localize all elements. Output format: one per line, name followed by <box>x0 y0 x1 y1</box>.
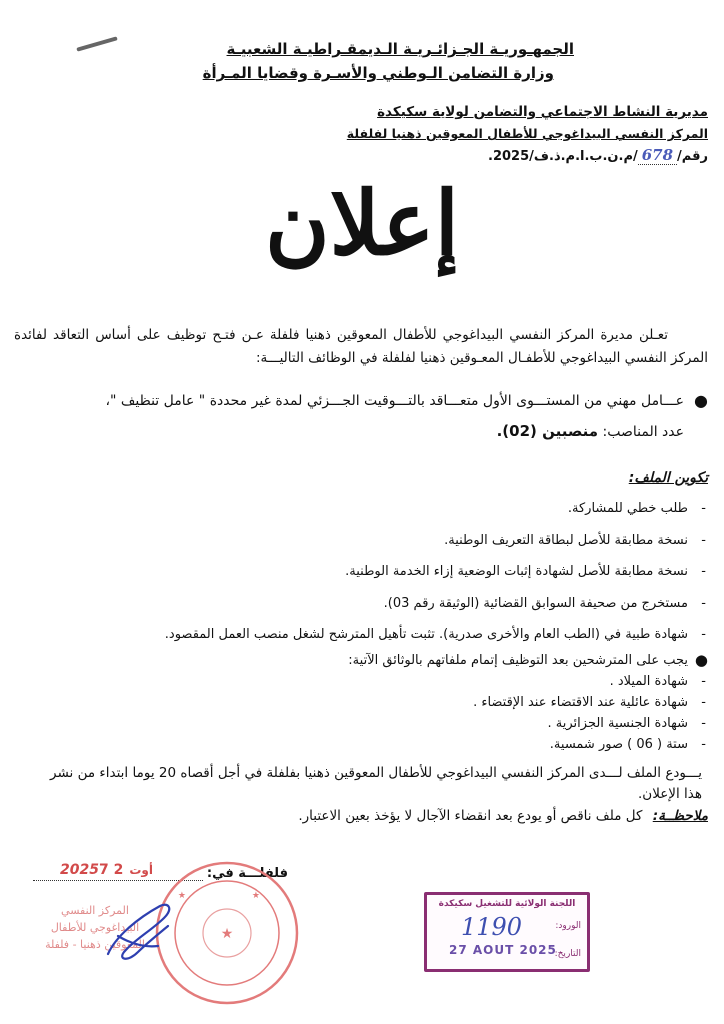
post-hire-lead <box>20 650 708 671</box>
date-stamp <box>60 862 159 878</box>
list-item: - شهادة عائلية عند الاقتضاء عند الإقتضاء . <box>20 692 708 713</box>
list-item: - نسخة مطابقة للأصل لشهادة إثبات الوضعية إزاء الخدمة الوطنية. <box>20 561 708 593</box>
list-item: - مستخرج من صحيفة السوابق القضائية (الوثيقة رقم 03). <box>20 593 708 625</box>
job-count-label: عدد المناصب: <box>602 424 684 440</box>
date-month: أوت <box>129 863 153 877</box>
ministry-header: وزارة التضامن الـوطني والأسـرة وقضايا المـرأة <box>202 64 554 82</box>
job-count-value: منصبين (02). <box>496 422 599 440</box>
handwritten-signature <box>98 896 188 968</box>
receipt-stamp <box>424 892 590 972</box>
list-item: - شهادة الميلاد . <box>20 671 708 692</box>
post-hire-lead-text: يجب على المترشحين بعد التوظيف إتمام ملفاتهم بالوثائق الآتية: <box>348 653 688 668</box>
reference-number <box>488 146 708 164</box>
intro-text: تعـلن مديرة المركز النفسي البيداغوجي للأطفال المعوقين ذهنيا فلفلة عـن فتـح توظيف على أساس التعاقد لفائدة المركز النفسي البيداغوجي للأطفـال المعـوقين ذهنيا لفلفلة في الوظائف التاليـــة: <box>14 327 708 366</box>
bullet-icon: ● <box>694 651 708 669</box>
ref-handwritten: 678 <box>638 146 677 165</box>
date-year: 2025 <box>60 862 99 878</box>
place-label: فلفلـــة في: <box>206 866 288 881</box>
center-line: المركز النفسي البيداغوجي للأطفال المعوقين ذهنيا لفلفلة <box>346 126 708 141</box>
ref-label: رقم/ <box>677 149 708 164</box>
job-offer <box>20 386 708 447</box>
ref-suffix: /م.ن.ب.ا.م.ذ.ف/2025. <box>488 149 638 164</box>
date-day: 2 7 <box>98 862 124 878</box>
job-count <box>20 416 708 447</box>
svg-text:★: ★ <box>220 926 234 942</box>
list-item: - نسخة مطابقة للأصل لبطاقة التعريف الوطنية. <box>20 530 708 562</box>
deposit-paragraph: يـــودع الملف لـــدى المركز النفسي البيداغوجي للأطفال المعوقين ذهنيا بفلفلة في أجل أقصاه 20 يوما ابتداء من نشر هذا الإعلان. <box>50 765 702 802</box>
list-item: - طلب خطي للمشاركة. <box>20 498 708 530</box>
announcement-title: إعلان <box>264 171 460 275</box>
list-item: - شهادة الجنسية الجزائرية . <box>20 713 708 734</box>
post-hire-list <box>20 671 708 755</box>
stamp-number: 1190 <box>461 913 523 941</box>
note-text: كل ملف ناقص أو يودع بعد انقضاء الآجال لا يؤخذ بعين الاعتبار. <box>298 808 643 824</box>
file-section-title: تكوين الملف: <box>628 470 708 486</box>
stamp-date-label: التاريخ: <box>554 949 581 959</box>
post-hire-documents <box>20 650 708 755</box>
stamp-in-label: الورود: <box>555 921 581 931</box>
stamp-date: 27 AOUT 2025 <box>449 943 557 957</box>
file-documents-list <box>20 498 708 656</box>
stamp-org: اللجنة الولائية للتشغيل سكيكدة <box>438 899 576 909</box>
seal-signature-text: المركز النفسي البيداغوجي للأطفال المعوقين ذهنيا - فلفلة <box>45 904 145 951</box>
svg-text:★: ★ <box>177 891 186 901</box>
list-item: - ستة ( 06 ) صور شمسية. <box>20 734 708 755</box>
list-item: - شهادة طبية في (الطب العام والأخرى صدرية). تثبت تأهيل المترشح لشغل منصب العمل المقصود. <box>20 624 708 656</box>
directorate-line: مديرية النشاط الاجتماعي والتضامن لولاية سكيكدة <box>377 104 708 120</box>
svg-text:★: ★ <box>251 891 260 901</box>
bullet-icon: ● <box>694 391 708 410</box>
pen-mark <box>76 36 117 51</box>
job-position: عـــامل مهني من المستـــوى الأول متعـــاقد بالتـــوقيت الجـــزئي لمدة غير محددة " عامل تنظيف "، <box>105 393 684 409</box>
note <box>298 808 708 824</box>
intro-paragraph <box>14 324 708 370</box>
note-label: ملاحظــة: <box>652 808 708 824</box>
republic-header: الجمهـوريـة الجـزائـريـة الـديمقـراطيـة الشعبيـة <box>226 40 574 58</box>
